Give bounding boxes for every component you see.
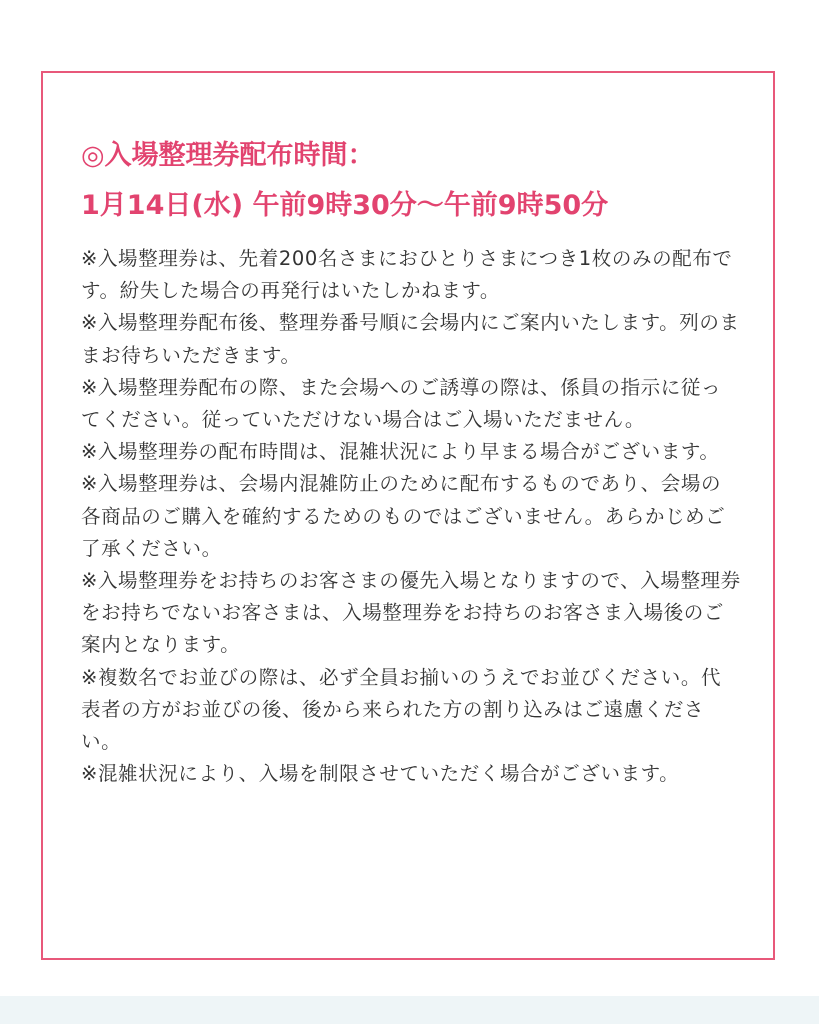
note-item: ※複数名でお並びの際は、必ず全員お揃いのうえでお並びください。代表者の方がお並びの後、後から来られた方の割り込みはご遠慮ください。 (81, 665, 722, 754)
note-item: ※入場整理券は、先着200名さまにおひとりさまにつき1枚のみの配布です。紛失した場合の再発行はいたしかねます。 (81, 247, 733, 303)
note-item: ※入場整理券は、会場内混雑防止のために配布するものであり、会場の各商品のご購入を確約するためのものではございません。あらかじめご了承ください。 (81, 472, 726, 560)
distribution-time-heading (81, 131, 608, 231)
notes-list (81, 243, 741, 790)
note-item: ※入場整理券の配布時間は、混雑状況により早まる場合がございます。 (81, 440, 720, 464)
note-item: ※混雑状況により、入場を制限させていただく場合がございます。 (81, 762, 680, 786)
footer-band (0, 996, 819, 1024)
notice-box (41, 71, 775, 960)
note-item: ※入場整理券配布の際、また会場へのご誘導の際は、係員の指示に従ってください。従っていただけない場合はご入場いただません。 (81, 375, 722, 432)
note-item: ※入場整理券配布後、整理券番号順に会場内にご案内いたします。列のままお待ちいただきます。 (81, 311, 740, 367)
heading-title: ◎入場整理券配布時間： (81, 140, 375, 171)
heading-datetime: 1月14日(水) 午前9時30分～午前9時50分 (81, 190, 609, 221)
note-item: ※入場整理券をお持ちのお客さまの優先入場となりますので、入場整理券をお持ちでないお客さまは、入場整理券をお持ちのお客さま入場後のご案内となります。 (81, 569, 741, 657)
